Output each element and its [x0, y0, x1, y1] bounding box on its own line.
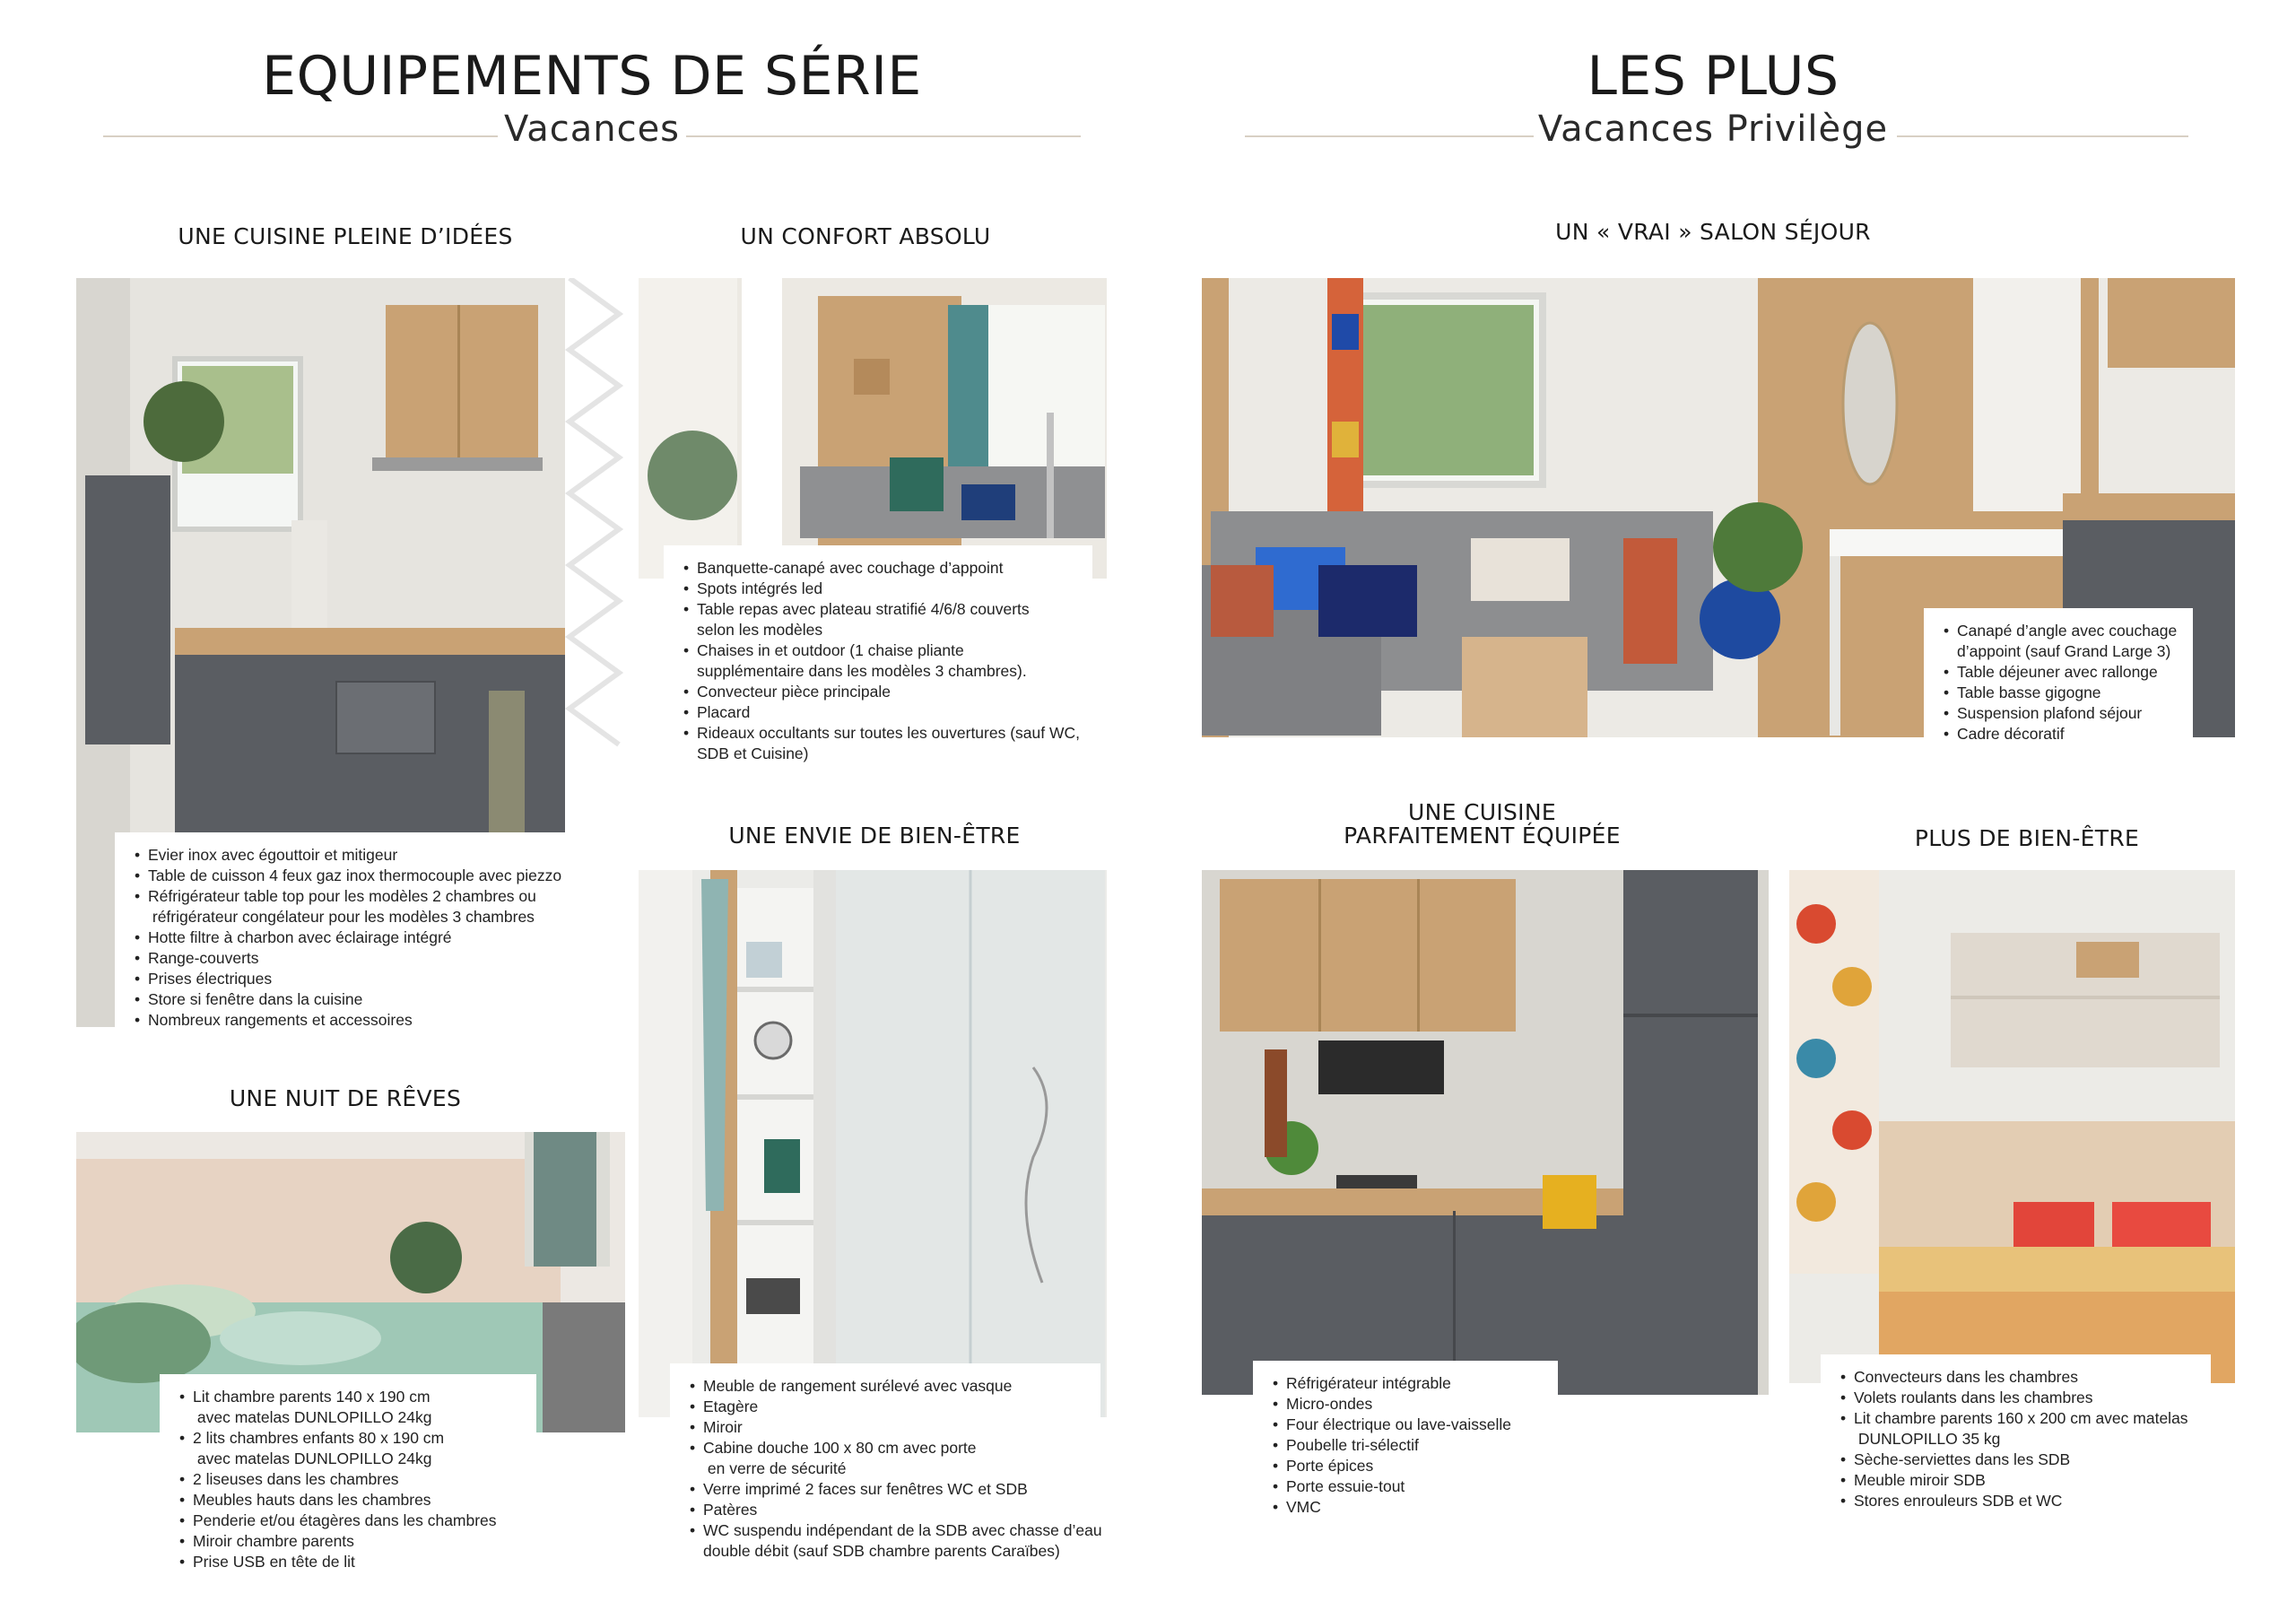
card-cuisine-equipee — [1253, 1361, 1558, 1522]
list-item: • Poubelle tri-sélectif — [1273, 1435, 1545, 1456]
list-item: • 2 liseuses dans les chambres — [179, 1469, 524, 1490]
list-item: • Miroir — [690, 1417, 1088, 1438]
list-item: • Placard — [683, 702, 1080, 723]
list-plus-bien-etre — [1840, 1367, 2198, 1511]
heading-bien-etre: UNE ENVIE DE BIEN-ÊTRE — [728, 823, 1021, 849]
list-item: • Table basse gigogne — [1944, 683, 2180, 703]
right-rule-right — [1897, 135, 2188, 137]
heading-salon-sejour: UN « VRAI » SALON SÉJOUR — [1555, 219, 1871, 245]
card-salon-sejour — [1924, 608, 2193, 743]
list-nuit-reves — [179, 1387, 524, 1572]
list-item: • Table de cuisson 4 feux gaz inox thermocouple avec piezzo — [135, 866, 561, 886]
list-item: • Sèche-serviettes dans les SDB — [1840, 1450, 2198, 1470]
heading-cuisine-equipee-line1: UNE CUISINE — [1408, 799, 1556, 825]
list-item: • Porte essuie-tout — [1273, 1476, 1545, 1497]
list-item: • Table repas avec plateau stratifié 4/6/8 couverts selon les modèles — [683, 599, 1080, 640]
card-bien-etre — [670, 1363, 1100, 1565]
list-item: • Hotte filtre à charbon avec éclairage intégré — [135, 927, 561, 948]
list-item: • Cabine douche 100 x 80 cm avec porte en verre de sécurité — [690, 1438, 1088, 1479]
list-cuisine-equipee — [1273, 1373, 1545, 1518]
list-item: • Patères — [690, 1500, 1088, 1520]
list-item: • Cadre décoratif — [1944, 724, 2180, 744]
list-item: • Four électrique ou lave-vaisselle — [1273, 1415, 1545, 1435]
heading-plus-bien-etre: PLUS DE BIEN-ÊTRE — [1914, 825, 2140, 851]
heading-nuit-reves: UNE NUIT DE RÊVES — [229, 1085, 462, 1111]
list-item: • Miroir chambre parents — [179, 1531, 524, 1552]
right-title: LES PLUS — [1587, 45, 1839, 108]
list-item: • Meuble de rangement surélevé avec vasque — [690, 1376, 1088, 1397]
right-rule-left — [1245, 135, 1534, 137]
list-item: • Spots intégrés led — [683, 579, 1080, 599]
photo-bathroom — [639, 870, 1107, 1417]
card-nuit-reves — [160, 1374, 536, 1576]
list-item: • Micro-ondes — [1273, 1394, 1545, 1415]
list-item: • Store si fenêtre dans la cuisine — [135, 989, 561, 1010]
list-item: • 2 lits chambres enfants 80 x 190 cm avec matelas DUNLOPILLO 24kg — [179, 1428, 524, 1469]
right-subtitle: Vacances Privilège — [1537, 109, 1889, 150]
list-item: • Evier inox avec égouttoir et mitigeur — [135, 845, 561, 866]
list-item: • Réfrigérateur intégrable — [1273, 1373, 1545, 1394]
list-item: • Verre imprimé 2 faces sur fenêtres WC et SDB — [690, 1479, 1088, 1500]
heading-confort-absolu: UN CONFORT ABSOLU — [740, 223, 991, 249]
list-item: • WC suspendu indépendant de la SDB avec chasse d’eau double débit (sauf SDB chambre parents Caraïbes) — [690, 1520, 1088, 1562]
list-item: • Table déjeuner avec rallonge — [1944, 662, 2180, 683]
left-rule-left — [103, 135, 498, 137]
list-salon-sejour — [1944, 621, 2180, 744]
card-confort-absolu — [664, 545, 1092, 770]
list-cuisine-idees — [135, 845, 561, 1031]
list-item: • Volets roulants dans les chambres — [1840, 1388, 2198, 1408]
photo-bedroom-privilege — [1789, 870, 2235, 1383]
left-title: EQUIPEMENTS DE SÉRIE — [262, 45, 922, 108]
list-item: • Convecteur pièce principale — [683, 682, 1080, 702]
list-item: • Penderie et/ou étagères dans les chambres — [179, 1511, 524, 1531]
left-rule-right — [686, 135, 1081, 137]
list-item: • Canapé d’angle avec couchage d’appoint (sauf Grand Large 3) — [1944, 621, 2180, 662]
list-item: • Suspension plafond séjour — [1944, 703, 2180, 724]
list-item: • Lit chambre parents 160 x 200 cm avec matelas DUNLOPILLO 35 kg — [1840, 1408, 2198, 1450]
list-item: • Stores enrouleurs SDB et WC — [1840, 1491, 2198, 1511]
list-bien-etre — [690, 1376, 1102, 1562]
list-item: • Prises électriques — [135, 969, 561, 989]
left-subtitle: Vacances — [503, 109, 681, 150]
list-confort-absolu — [683, 558, 1080, 764]
list-item: • Lit chambre parents 140 x 190 cm avec matelas DUNLOPILLO 24kg — [179, 1387, 524, 1428]
photo-cuisine-equipee — [1202, 870, 1769, 1395]
list-item: • Range-couverts — [135, 948, 561, 969]
list-item: • Porte épices — [1273, 1456, 1545, 1476]
card-cuisine-idees — [115, 832, 574, 1027]
list-item: • Chaises in et outdoor (1 chaise pliante supplémentaire dans les modèles 3 chambres). — [683, 640, 1080, 682]
list-item: • Banquette-canapé avec couchage d’appoint — [683, 558, 1080, 579]
photo-living-confort — [639, 278, 1107, 579]
list-item: • Meuble miroir SDB — [1840, 1470, 2198, 1491]
list-item: • Rideaux occultants sur toutes les ouvertures (sauf WC, SDB et Cuisine) — [683, 723, 1080, 764]
card-plus-bien-etre — [1821, 1354, 2211, 1525]
list-item: • Meubles hauts dans les chambres — [179, 1490, 524, 1511]
heading-cuisine-idees: UNE CUISINE PLEINE D’IDÉES — [178, 223, 513, 249]
list-item: • Réfrigérateur table top pour les modèles 2 chambres ou réfrigérateur congélateur pour les modèles 3 chambres — [135, 886, 561, 927]
list-item: • Nombreux rangements et accessoires — [135, 1010, 561, 1031]
heading-cuisine-equipee-line2: PARFAITEMENT ÉQUIPÉE — [1344, 823, 1621, 849]
list-item: • Prise USB en tête de lit — [179, 1552, 524, 1572]
list-item: • Etagère — [690, 1397, 1088, 1417]
list-item: • VMC — [1273, 1497, 1545, 1518]
list-item: • Convecteurs dans les chambres — [1840, 1367, 2198, 1388]
